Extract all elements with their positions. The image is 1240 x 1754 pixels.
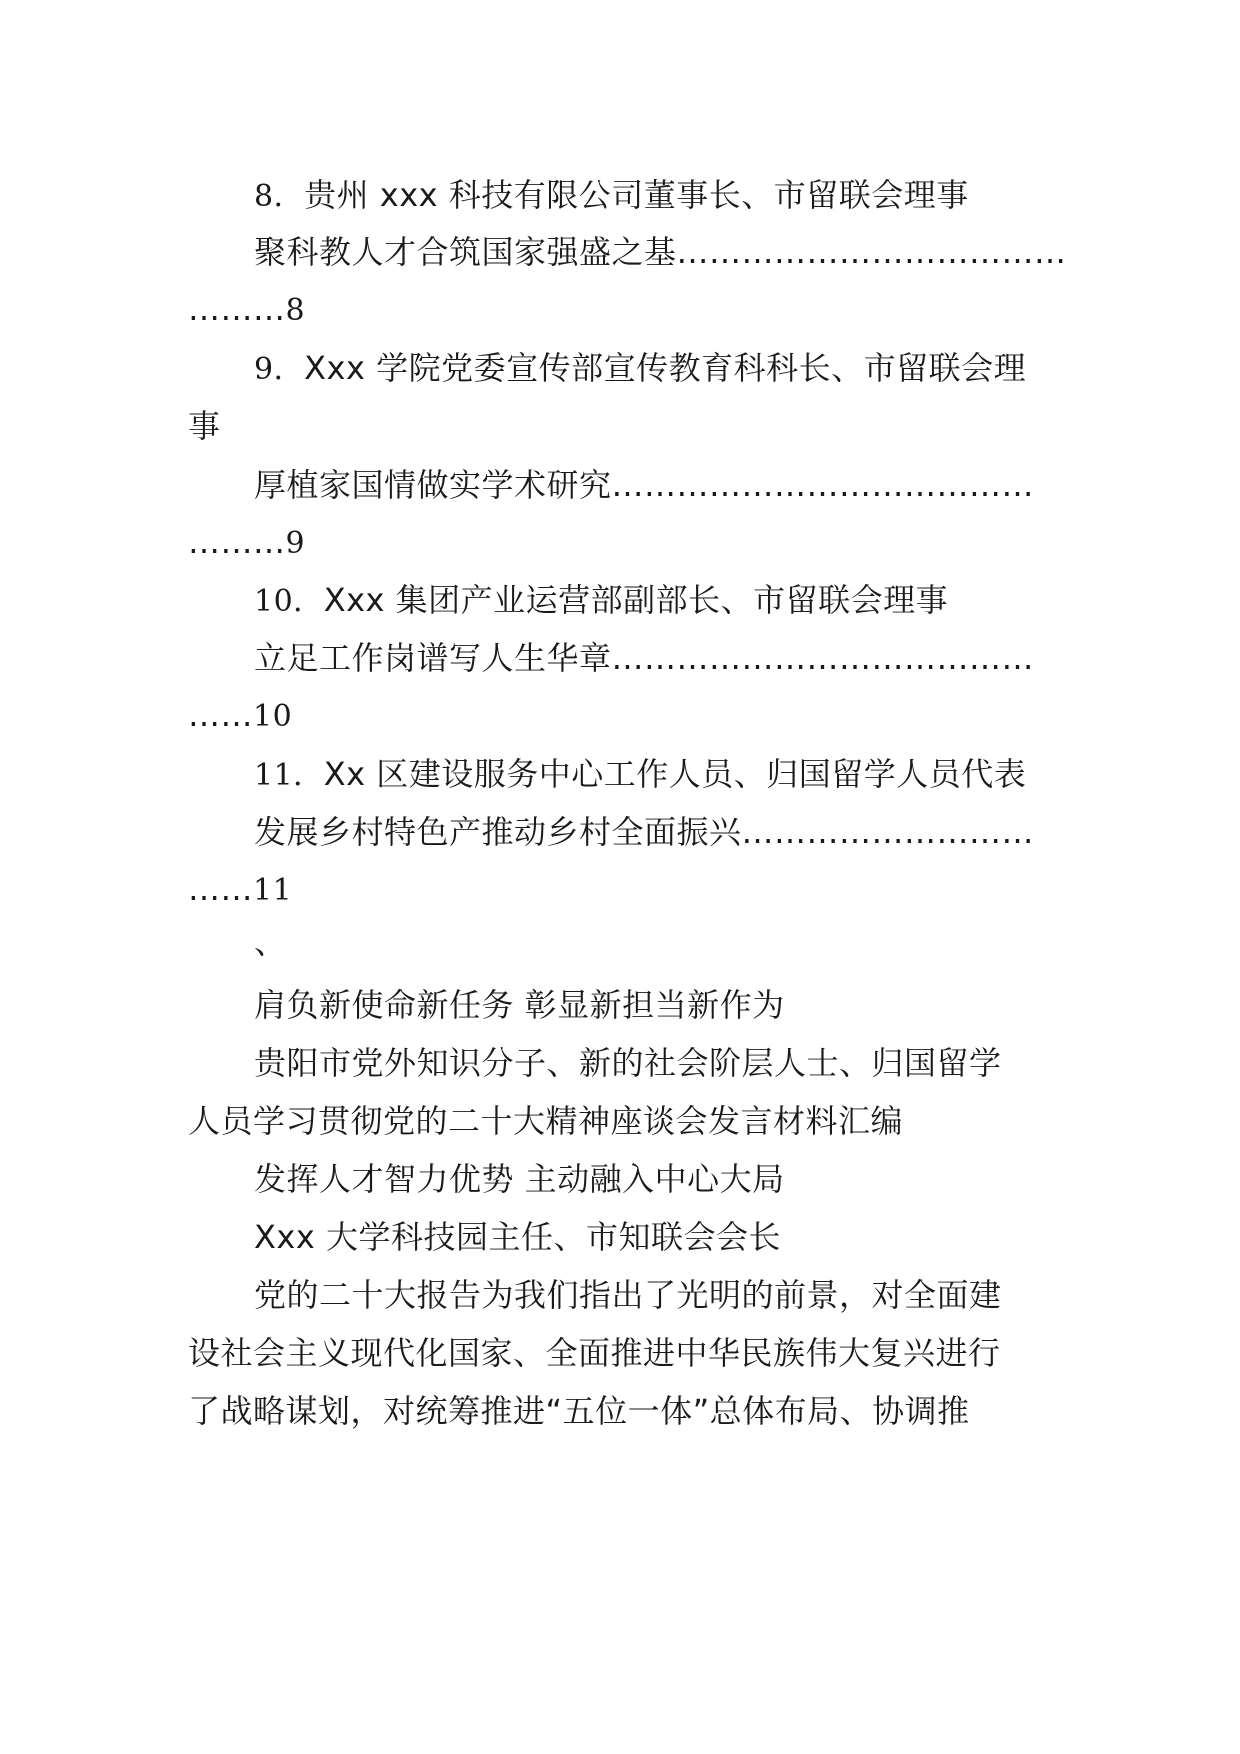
toc-entry-10-org: [254, 580, 948, 622]
toc-entry-8-org-text: 贵州 xxx 科技有限公司董事长、市留联会理事: [304, 176, 969, 214]
toc-leader-dots: ……: [188, 696, 253, 734]
doc-heading: 肩负新使命新任务 彰显新担当新作为: [254, 986, 785, 1024]
toc-entry-8-number: 8．: [254, 179, 305, 214]
toc-entry-8-org: [254, 175, 969, 217]
toc-entry-11-org: [254, 754, 1026, 796]
toc-entry-9-org: [254, 348, 1026, 390]
toc-entry-10-org-text: Xxx 集团产业运营部副部长、市留联会理事: [323, 581, 949, 619]
toc-entry-11-org-text: Xx 区建设服务中心工作人员、归国留学人员代表: [323, 755, 1027, 793]
toc-entry-11-number: 11．: [254, 758, 324, 793]
toc-entry-9-title-text: 厚植家国情做实学术研究: [254, 466, 612, 504]
toc-entry-9-org-text: Xxx 学院党委宣传部宣传教育科科长、市留联会理: [304, 349, 1027, 387]
speech-title: 发挥人才智力优势 主动融入中心大局: [254, 1160, 785, 1198]
body-paragraph-line2: 设社会主义现代化国家、全面推进中华民族伟大复兴进行: [188, 1334, 1001, 1372]
toc-entry-9-page: 9: [285, 526, 306, 561]
toc-entry-8-title-text: 聚科教人才合筑国家强盛之基: [254, 233, 677, 271]
toc-leader-dots: …………………………………: [611, 466, 1035, 504]
toc-entry-10-page-line: [188, 695, 292, 737]
toc-leader-dots: …………………………………: [611, 639, 1035, 677]
speaker-line: Xxx 大学科技园主任、市知联会会长: [254, 1218, 781, 1256]
stray-mark: 、: [254, 923, 287, 961]
body-paragraph-line3: 了战略谋划，对统筹推进“五位一体”总体布局、协调推: [188, 1392, 970, 1430]
collection-title-line1: 贵阳市党外知识分子、新的社会阶层人士、归国留学: [254, 1044, 1002, 1082]
toc-leader-dots: ………: [188, 523, 286, 561]
toc-entry-8-title[interactable]: [254, 232, 1067, 272]
toc-entry-9-page-line: [188, 522, 305, 564]
toc-entry-11-title[interactable]: [254, 812, 1034, 852]
toc-entry-9-org-cont: 事: [188, 407, 221, 445]
toc-entry-10-number: 10．: [254, 584, 324, 619]
toc-leader-dots: ………: [188, 290, 286, 328]
body-paragraph-line1: 党的二十大报告为我们指出了光明的前景，对全面建: [254, 1276, 1002, 1314]
toc-leader-dots: ………………………………: [676, 233, 1067, 271]
toc-entry-10-title-text: 立足工作岗谱写人生华章: [254, 639, 612, 677]
toc-entry-8-page-line: [188, 289, 305, 331]
toc-entry-8-page: 8: [285, 293, 306, 328]
toc-entry-10-page: 10: [253, 699, 293, 734]
toc-entry-11-page-line: [188, 869, 292, 911]
toc-entry-11-title-text: 发展乡村特色产推动乡村全面振兴: [254, 813, 742, 851]
toc-entry-9-number: 9．: [254, 352, 305, 387]
toc-entry-9-title[interactable]: [254, 465, 1034, 505]
toc-entry-11-page: 11: [253, 873, 293, 908]
toc-entry-10-title[interactable]: [254, 638, 1034, 678]
collection-title-line2: 人员学习贯彻党的二十大精神座谈会发言材料汇编: [188, 1102, 904, 1140]
toc-leader-dots: ………………………: [741, 813, 1035, 851]
toc-leader-dots: ……: [188, 870, 253, 908]
